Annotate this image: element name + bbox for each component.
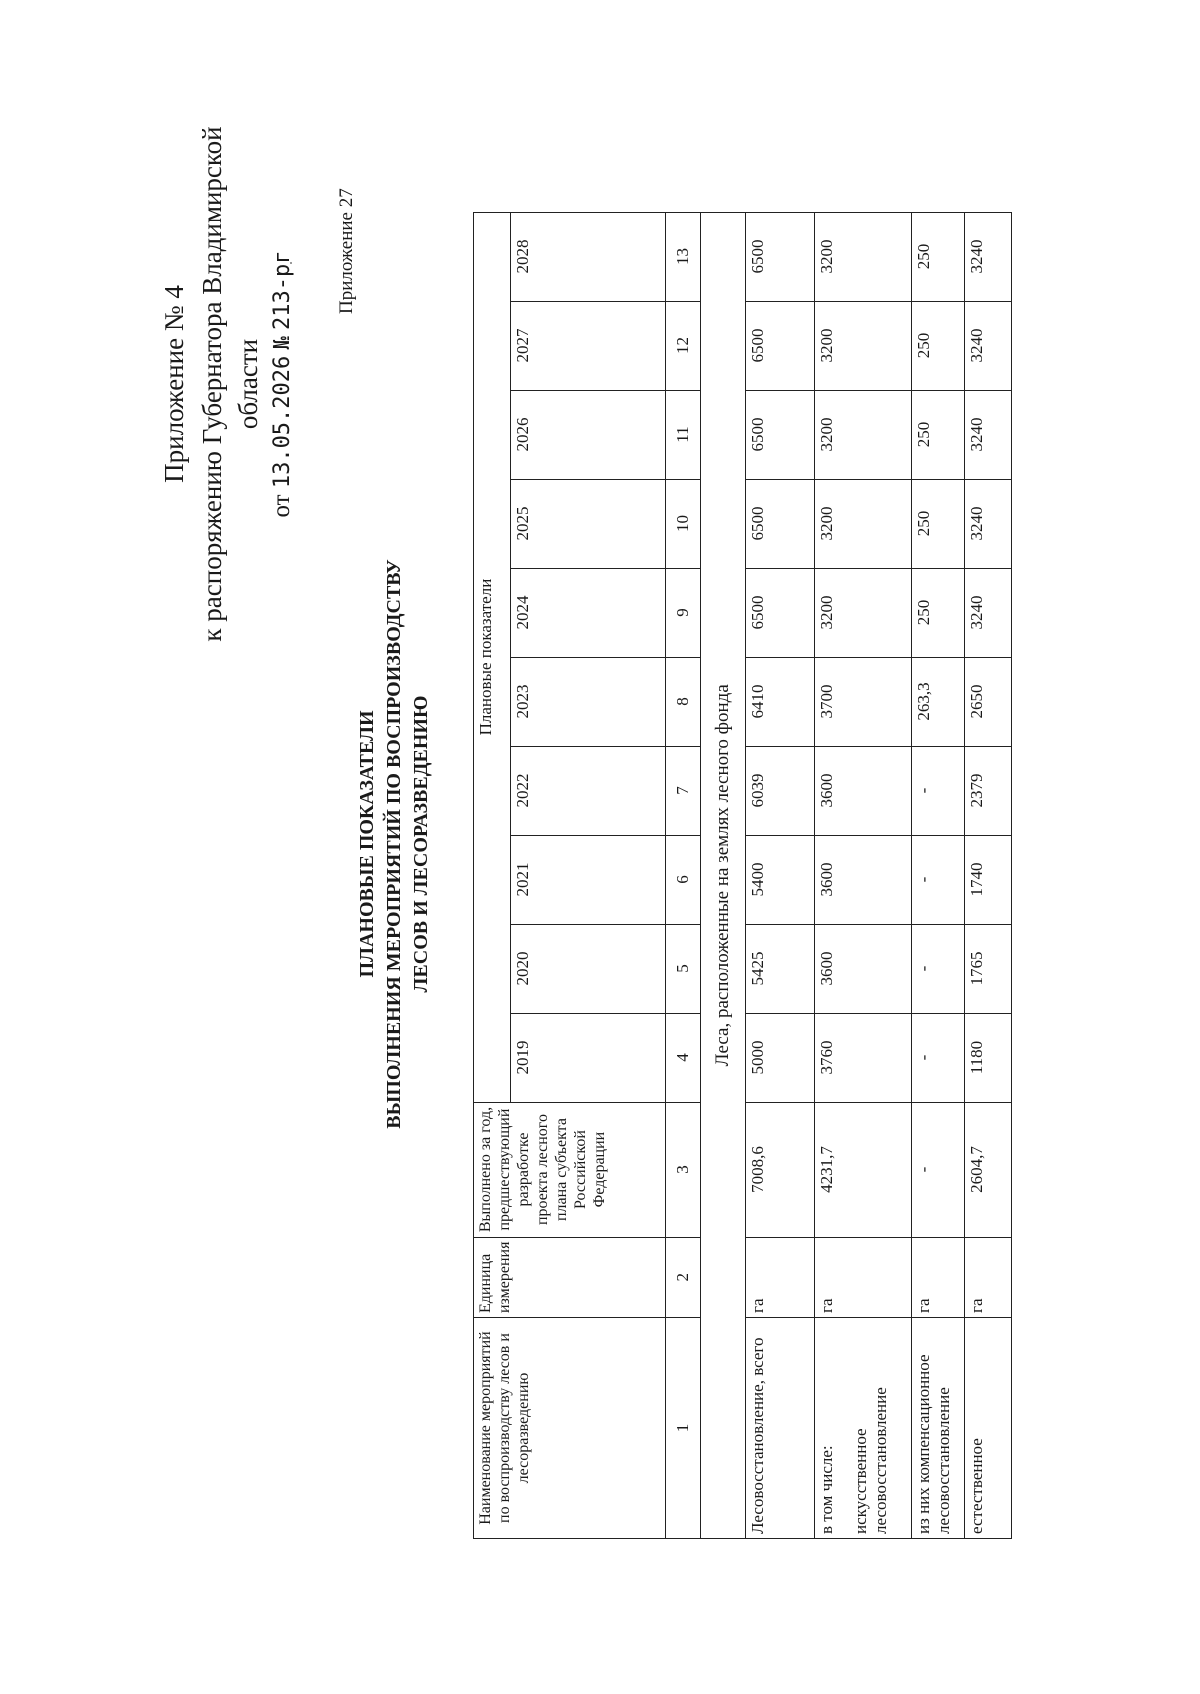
row-value: 3200 — [815, 479, 912, 568]
row-value: 3240 — [965, 390, 1012, 479]
row-value: 6500 — [746, 479, 815, 568]
header-appendix-number: Приложение № 4 — [159, 285, 189, 483]
table-header-row — [474, 212, 511, 1538]
column-number: 6 — [666, 835, 701, 924]
table-row — [746, 212, 815, 1538]
year-header: 2027 — [511, 301, 666, 390]
column-number-row — [666, 212, 701, 1538]
row-value: 3200 — [815, 390, 912, 479]
column-number: 2 — [666, 1237, 701, 1317]
row-value: 3240 — [965, 479, 1012, 568]
column-number: 5 — [666, 924, 701, 1013]
row-value: 3240 — [965, 212, 1012, 301]
row-unit: га — [746, 1237, 815, 1317]
section-title: Леса, расположенные на землях лесного фонда — [701, 212, 746, 1538]
header-date-number — [266, 104, 299, 664]
table-row — [912, 212, 965, 1538]
header-number: 213-рг — [270, 250, 295, 330]
row-value: 5425 — [746, 924, 815, 1013]
column-number: 1 — [666, 1318, 701, 1539]
row-value: 3200 — [815, 301, 912, 390]
row-value: 5000 — [746, 1013, 815, 1102]
row-value: 6500 — [746, 390, 815, 479]
title-line-1: ПЛАНОВЫЕ ПОКАЗАТЕЛИ — [356, 710, 378, 978]
row-value: 3200 — [815, 568, 912, 657]
column-number: 4 — [666, 1013, 701, 1102]
row-value: 263,3 — [912, 657, 965, 746]
row-previous-value: 7008,6 — [746, 1102, 815, 1237]
appendix-label: Приложение 27 — [336, 188, 357, 314]
column-number: 13 — [666, 212, 701, 301]
year-header: 2026 — [511, 390, 666, 479]
row-value: 3240 — [965, 301, 1012, 390]
header-region: области — [233, 338, 263, 430]
col-header-plan: Плановые показатели — [474, 212, 511, 1102]
row-value: - — [912, 1013, 965, 1102]
row-value: 3600 — [815, 924, 912, 1013]
col-header-name: Наименование мероприятий по воспроизводству лесов и лесоразведению — [474, 1318, 666, 1539]
year-header: 2022 — [511, 746, 666, 835]
indicators-table-wrapper — [473, 212, 1012, 1539]
row-name-cell — [815, 1318, 912, 1539]
row-unit: га — [912, 1237, 965, 1317]
column-number: 8 — [666, 657, 701, 746]
header-date: 13.05.2026 — [270, 355, 295, 489]
column-number: 9 — [666, 568, 701, 657]
row-value: 250 — [912, 390, 965, 479]
column-number: 7 — [666, 746, 701, 835]
row-name: искусственное лесовосстановление — [851, 1387, 890, 1534]
row-value: 2650 — [965, 657, 1012, 746]
row-value: 6500 — [746, 301, 815, 390]
column-number: 11 — [666, 390, 701, 479]
row-name-prefix: в том числе: — [817, 1445, 836, 1534]
row-value: 250 — [912, 479, 965, 568]
year-header: 2025 — [511, 479, 666, 568]
row-value: 3600 — [815, 835, 912, 924]
column-number: 10 — [666, 479, 701, 568]
row-value: 3760 — [815, 1013, 912, 1102]
row-value: - — [912, 746, 965, 835]
year-header: 2028 — [511, 212, 666, 301]
row-value: 3200 — [815, 212, 912, 301]
col-header-unit: Единица измерения — [474, 1237, 666, 1317]
document-title — [354, 534, 435, 1154]
row-previous-value: 4231,7 — [815, 1102, 912, 1237]
row-name: из них компенсационное лесовосстановление — [912, 1318, 965, 1539]
table-row — [965, 212, 1012, 1538]
row-value: 6500 — [746, 212, 815, 301]
title-line-3: ЛЕСОВ И ЛЕСОРАЗВЕДЕНИЮ — [410, 695, 432, 993]
col-header-previous-year: Выполнено за год, предшествующий разработке проекта лесного плана субъекта Российской Федерации — [474, 1102, 666, 1237]
table-row — [815, 212, 912, 1538]
title-line-2: ВЫПОЛНЕНИЯ МЕРОПРИЯТИЙ ПО ВОСПРОИЗВОДСТВУ — [383, 559, 405, 1129]
column-number: 12 — [666, 301, 701, 390]
row-value: 250 — [912, 568, 965, 657]
row-value: 1180 — [965, 1013, 1012, 1102]
row-value: 6039 — [746, 746, 815, 835]
row-value: 6500 — [746, 568, 815, 657]
row-unit: га — [815, 1237, 912, 1317]
year-header: 2019 — [511, 1013, 666, 1102]
row-value: 6410 — [746, 657, 815, 746]
section-row — [701, 212, 746, 1538]
row-previous-value: 2604,7 — [965, 1102, 1012, 1237]
row-value: 2379 — [965, 746, 1012, 835]
year-header: 2023 — [511, 657, 666, 746]
column-number: 3 — [666, 1102, 701, 1237]
row-value: 3240 — [965, 568, 1012, 657]
row-previous-value: - — [912, 1102, 965, 1237]
header-number-sign: № — [270, 336, 295, 350]
year-header: 2021 — [511, 835, 666, 924]
row-name: естественное — [965, 1318, 1012, 1539]
indicators-table — [473, 212, 1012, 1539]
row-value: 250 — [912, 212, 965, 301]
row-value: 3600 — [815, 746, 912, 835]
year-header: 2024 — [511, 568, 666, 657]
row-value: 5400 — [746, 835, 815, 924]
year-header: 2020 — [511, 924, 666, 1013]
row-value: 1740 — [965, 835, 1012, 924]
row-value: - — [912, 924, 965, 1013]
row-value: 3700 — [815, 657, 912, 746]
row-value: - — [912, 835, 965, 924]
header-order-reference: к распоряжению Губернатора Владимирской — [197, 126, 227, 642]
row-value: 1765 — [965, 924, 1012, 1013]
row-value: 250 — [912, 301, 965, 390]
header-date-prefix: от — [268, 494, 295, 518]
row-name: Лесовосстановление, всего — [746, 1318, 815, 1539]
row-unit: га — [965, 1237, 1012, 1317]
